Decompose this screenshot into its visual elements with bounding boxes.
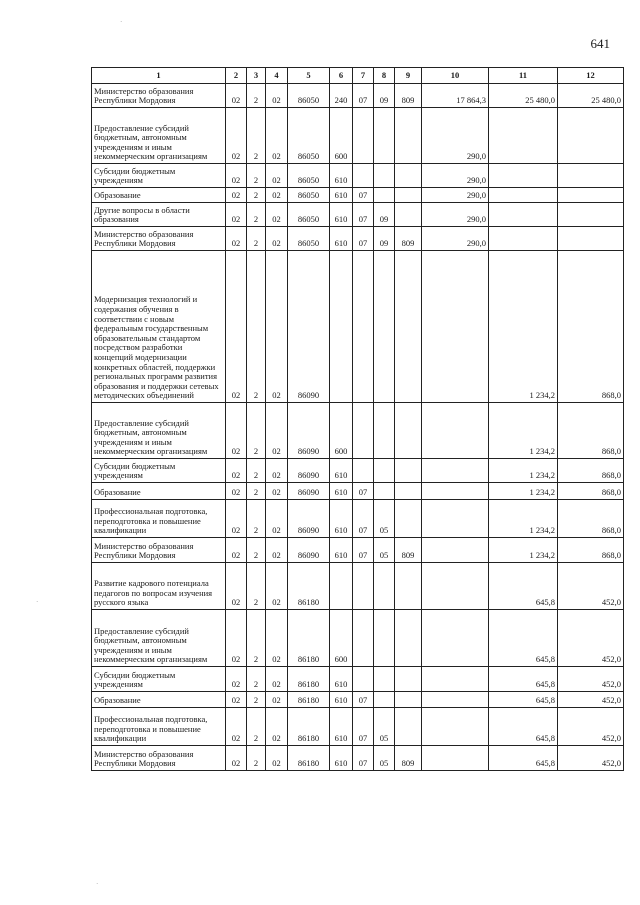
row-value-cell — [395, 108, 422, 164]
row-value-cell: 452,0 — [558, 692, 624, 708]
table-row — [92, 746, 624, 771]
row-value-cell: 610 — [330, 227, 353, 251]
row-value-cell — [558, 188, 624, 203]
column-header: 8 — [374, 68, 395, 84]
row-value-cell — [422, 538, 489, 563]
row-value-cell: 2 — [247, 692, 266, 708]
row-value-cell — [374, 251, 395, 403]
row-value-cell: 610 — [330, 188, 353, 203]
row-value-cell: 868,0 — [558, 403, 624, 459]
row-name-cell: Министерство образования Республики Мордовия — [92, 746, 226, 771]
row-name-cell: Образование — [92, 188, 226, 203]
row-value-cell: 2 — [247, 538, 266, 563]
row-value-cell: 2 — [247, 164, 266, 188]
row-value-cell: 02 — [266, 483, 288, 500]
row-name-cell: Предоставление субсидий бюджетным, автономным учреждениям и иным некоммерческим организациям — [92, 108, 226, 164]
row-value-cell: 809 — [395, 538, 422, 563]
row-value-cell: 02 — [266, 500, 288, 538]
table-body — [92, 84, 624, 771]
row-value-cell — [353, 459, 374, 483]
row-value-cell: 1 234,2 — [489, 251, 558, 403]
row-value-cell: 86180 — [288, 610, 330, 667]
row-value-cell: 86090 — [288, 538, 330, 563]
row-value-cell — [422, 563, 489, 610]
row-value-cell: 07 — [353, 483, 374, 500]
row-value-cell: 1 234,2 — [489, 403, 558, 459]
row-value-cell: 600 — [330, 610, 353, 667]
row-value-cell: 610 — [330, 538, 353, 563]
row-value-cell — [422, 610, 489, 667]
row-value-cell — [422, 403, 489, 459]
table-row — [92, 251, 624, 403]
row-value-cell: 2 — [247, 708, 266, 746]
row-value-cell: 86050 — [288, 188, 330, 203]
row-name-cell: Министерство образования Республики Мордовия — [92, 84, 226, 108]
row-value-cell: 02 — [226, 227, 247, 251]
row-value-cell: 290,0 — [422, 108, 489, 164]
row-value-cell: 2 — [247, 483, 266, 500]
row-value-cell — [374, 692, 395, 708]
row-name-cell: Предоставление субсидий бюджетным, автономным учреждениям и иным некоммерческим организациям — [92, 610, 226, 667]
row-value-cell: 2 — [247, 746, 266, 771]
scan-speck: · — [36, 598, 39, 606]
row-value-cell: 290,0 — [422, 164, 489, 188]
row-value-cell — [395, 164, 422, 188]
row-value-cell: 05 — [374, 746, 395, 771]
row-value-cell: 25 480,0 — [558, 84, 624, 108]
row-value-cell — [422, 692, 489, 708]
row-value-cell: 02 — [226, 84, 247, 108]
row-value-cell: 452,0 — [558, 667, 624, 692]
row-value-cell: 02 — [266, 164, 288, 188]
row-name-cell: Профессиональная подготовка, переподготовка и повышение квалификации — [92, 500, 226, 538]
row-value-cell — [422, 459, 489, 483]
row-value-cell: 02 — [226, 610, 247, 667]
row-value-cell — [395, 500, 422, 538]
row-value-cell: 02 — [226, 500, 247, 538]
table-row — [92, 563, 624, 610]
row-value-cell: 809 — [395, 227, 422, 251]
row-value-cell: 2 — [247, 84, 266, 108]
table-row — [92, 108, 624, 164]
row-value-cell: 02 — [226, 459, 247, 483]
row-value-cell: 02 — [226, 746, 247, 771]
row-value-cell: 1 234,2 — [489, 500, 558, 538]
row-value-cell — [374, 188, 395, 203]
row-value-cell: 07 — [353, 227, 374, 251]
column-header: 7 — [353, 68, 374, 84]
table-row — [92, 483, 624, 500]
row-value-cell: 02 — [226, 164, 247, 188]
row-value-cell: 05 — [374, 708, 395, 746]
row-name-cell: Образование — [92, 692, 226, 708]
row-value-cell: 868,0 — [558, 538, 624, 563]
row-value-cell: 02 — [226, 538, 247, 563]
row-value-cell — [422, 251, 489, 403]
row-value-cell: 645,8 — [489, 746, 558, 771]
row-value-cell: 07 — [353, 538, 374, 563]
row-value-cell: 86050 — [288, 203, 330, 227]
row-value-cell: 25 480,0 — [489, 84, 558, 108]
row-value-cell: 86050 — [288, 164, 330, 188]
row-value-cell: 2 — [247, 227, 266, 251]
row-value-cell: 07 — [353, 203, 374, 227]
table-row — [92, 459, 624, 483]
row-value-cell: 86090 — [288, 459, 330, 483]
row-value-cell — [558, 164, 624, 188]
row-name-cell: Образование — [92, 483, 226, 500]
row-value-cell: 610 — [330, 459, 353, 483]
table-row — [92, 227, 624, 251]
page-number: 641 — [590, 36, 610, 51]
row-value-cell: 452,0 — [558, 610, 624, 667]
row-value-cell: 1 234,2 — [489, 483, 558, 500]
table-row — [92, 708, 624, 746]
row-value-cell: 610 — [330, 483, 353, 500]
row-value-cell: 05 — [374, 538, 395, 563]
row-value-cell — [374, 667, 395, 692]
row-value-cell: 610 — [330, 164, 353, 188]
row-name-cell: Развитие кадрового потенциала педагогов по вопросам изучения русского языка — [92, 563, 226, 610]
row-value-cell — [422, 667, 489, 692]
row-value-cell: 09 — [374, 227, 395, 251]
row-value-cell: 645,8 — [489, 610, 558, 667]
table-row — [92, 188, 624, 203]
column-header: 9 — [395, 68, 422, 84]
row-value-cell: 868,0 — [558, 459, 624, 483]
column-header: 6 — [330, 68, 353, 84]
row-value-cell: 2 — [247, 403, 266, 459]
row-value-cell: 868,0 — [558, 483, 624, 500]
row-value-cell — [353, 563, 374, 610]
row-value-cell: 645,8 — [489, 563, 558, 610]
row-value-cell: 645,8 — [489, 708, 558, 746]
row-value-cell: 2 — [247, 459, 266, 483]
row-name-cell: Профессиональная подготовка, переподготовка и повышение квалификации — [92, 708, 226, 746]
row-value-cell — [422, 746, 489, 771]
row-value-cell — [395, 203, 422, 227]
row-name-cell: Субсидии бюджетным учреждениям — [92, 667, 226, 692]
row-value-cell: 809 — [395, 84, 422, 108]
row-value-cell: 610 — [330, 500, 353, 538]
table-row — [92, 403, 624, 459]
row-value-cell — [489, 188, 558, 203]
row-value-cell: 86050 — [288, 84, 330, 108]
row-value-cell: 600 — [330, 108, 353, 164]
row-value-cell: 07 — [353, 188, 374, 203]
row-name-cell: Министерство образования Республики Мордовия — [92, 227, 226, 251]
row-value-cell — [353, 667, 374, 692]
row-name-cell: Модернизация технологий и содержания обучения в соответствии с новым федеральным государственным образовательным стандартом посредством разработки концепций модернизации конкретных областей, поддержки региональных программ развития образования и поддержки сетевых методических объединений — [92, 251, 226, 403]
row-value-cell: 290,0 — [422, 203, 489, 227]
row-value-cell: 07 — [353, 84, 374, 108]
row-value-cell: 02 — [226, 188, 247, 203]
column-header: 11 — [489, 68, 558, 84]
row-value-cell — [353, 108, 374, 164]
row-value-cell — [330, 563, 353, 610]
row-value-cell: 86180 — [288, 746, 330, 771]
row-value-cell: 86090 — [288, 251, 330, 403]
row-name-cell: Предоставление субсидий бюджетным, автономным учреждениям и иным некоммерческим организациям — [92, 403, 226, 459]
row-value-cell: 02 — [266, 251, 288, 403]
scan-speck: · — [120, 18, 123, 26]
row-value-cell: 02 — [226, 692, 247, 708]
row-value-cell — [353, 610, 374, 667]
row-name-cell: Другие вопросы в области образования — [92, 203, 226, 227]
row-value-cell: 86090 — [288, 483, 330, 500]
row-value-cell: 600 — [330, 403, 353, 459]
row-value-cell: 2 — [247, 188, 266, 203]
row-value-cell: 02 — [266, 563, 288, 610]
row-value-cell: 2 — [247, 203, 266, 227]
row-value-cell: 02 — [226, 708, 247, 746]
row-value-cell: 02 — [266, 708, 288, 746]
row-value-cell — [395, 403, 422, 459]
row-value-cell: 1 234,2 — [489, 538, 558, 563]
row-value-cell: 2 — [247, 500, 266, 538]
row-value-cell: 2 — [247, 251, 266, 403]
row-value-cell: 610 — [330, 746, 353, 771]
row-value-cell: 02 — [266, 108, 288, 164]
row-value-cell — [489, 164, 558, 188]
column-header: 2 — [226, 68, 247, 84]
row-value-cell: 610 — [330, 708, 353, 746]
row-value-cell: 2 — [247, 563, 266, 610]
row-value-cell: 1 234,2 — [489, 459, 558, 483]
row-value-cell: 02 — [226, 108, 247, 164]
row-value-cell: 02 — [226, 403, 247, 459]
row-value-cell — [422, 708, 489, 746]
row-value-cell — [489, 203, 558, 227]
row-value-cell: 86180 — [288, 708, 330, 746]
row-value-cell: 290,0 — [422, 188, 489, 203]
row-value-cell: 02 — [226, 203, 247, 227]
column-header: 1 — [92, 68, 226, 84]
row-value-cell: 868,0 — [558, 251, 624, 403]
row-value-cell: 2 — [247, 610, 266, 667]
row-value-cell: 452,0 — [558, 746, 624, 771]
row-value-cell — [374, 459, 395, 483]
column-header: 3 — [247, 68, 266, 84]
row-value-cell — [353, 403, 374, 459]
row-value-cell — [353, 164, 374, 188]
table-row — [92, 164, 624, 188]
row-value-cell: 07 — [353, 692, 374, 708]
row-value-cell — [374, 563, 395, 610]
row-value-cell — [558, 227, 624, 251]
row-value-cell: 645,8 — [489, 667, 558, 692]
row-value-cell: 452,0 — [558, 563, 624, 610]
row-value-cell: 02 — [266, 667, 288, 692]
row-value-cell — [374, 164, 395, 188]
table-row — [92, 692, 624, 708]
row-value-cell: 86050 — [288, 108, 330, 164]
row-value-cell: 07 — [353, 708, 374, 746]
row-value-cell: 86180 — [288, 692, 330, 708]
row-value-cell: 17 864,3 — [422, 84, 489, 108]
column-header: 5 — [288, 68, 330, 84]
row-value-cell: 02 — [266, 203, 288, 227]
row-value-cell — [395, 459, 422, 483]
row-value-cell — [395, 708, 422, 746]
row-value-cell — [374, 610, 395, 667]
row-value-cell — [374, 108, 395, 164]
row-name-cell: Субсидии бюджетным учреждениям — [92, 459, 226, 483]
row-value-cell: 02 — [266, 84, 288, 108]
row-value-cell: 02 — [266, 538, 288, 563]
row-value-cell: 09 — [374, 84, 395, 108]
table-row — [92, 84, 624, 108]
row-value-cell — [489, 108, 558, 164]
table-row — [92, 203, 624, 227]
row-value-cell — [395, 563, 422, 610]
row-value-cell — [374, 403, 395, 459]
row-value-cell: 02 — [266, 459, 288, 483]
column-header: 12 — [558, 68, 624, 84]
table-row — [92, 500, 624, 538]
row-value-cell — [395, 188, 422, 203]
row-value-cell: 868,0 — [558, 500, 624, 538]
row-value-cell: 86180 — [288, 563, 330, 610]
row-value-cell: 290,0 — [422, 227, 489, 251]
row-value-cell: 05 — [374, 500, 395, 538]
row-value-cell: 02 — [226, 483, 247, 500]
scan-speck: · — [96, 880, 99, 888]
row-value-cell: 610 — [330, 203, 353, 227]
row-value-cell: 645,8 — [489, 692, 558, 708]
row-value-cell: 2 — [247, 667, 266, 692]
row-value-cell — [422, 483, 489, 500]
row-name-cell: Субсидии бюджетным учреждениям — [92, 164, 226, 188]
row-value-cell — [395, 251, 422, 403]
row-value-cell: 86050 — [288, 227, 330, 251]
table-row — [92, 610, 624, 667]
row-value-cell: 02 — [266, 188, 288, 203]
row-value-cell: 610 — [330, 692, 353, 708]
row-value-cell — [330, 251, 353, 403]
row-value-cell — [374, 483, 395, 500]
table-row — [92, 538, 624, 563]
row-value-cell: 02 — [266, 610, 288, 667]
row-value-cell — [558, 108, 624, 164]
row-value-cell — [395, 692, 422, 708]
row-value-cell: 02 — [266, 227, 288, 251]
row-value-cell: 2 — [247, 108, 266, 164]
row-value-cell: 02 — [226, 667, 247, 692]
row-value-cell: 86090 — [288, 500, 330, 538]
row-value-cell: 07 — [353, 746, 374, 771]
row-value-cell — [395, 483, 422, 500]
row-value-cell: 09 — [374, 203, 395, 227]
column-header: 4 — [266, 68, 288, 84]
row-name-cell: Министерство образования Республики Мордовия — [92, 538, 226, 563]
row-value-cell: 86090 — [288, 403, 330, 459]
row-value-cell: 86180 — [288, 667, 330, 692]
row-value-cell: 02 — [266, 692, 288, 708]
row-value-cell: 610 — [330, 667, 353, 692]
row-value-cell — [353, 251, 374, 403]
row-value-cell — [395, 667, 422, 692]
row-value-cell: 809 — [395, 746, 422, 771]
column-header: 10 — [422, 68, 489, 84]
header-row — [92, 68, 624, 84]
row-value-cell: 07 — [353, 500, 374, 538]
row-value-cell — [558, 203, 624, 227]
row-value-cell: 02 — [266, 746, 288, 771]
budget-table — [91, 67, 624, 771]
table-row — [92, 667, 624, 692]
row-value-cell — [422, 500, 489, 538]
row-value-cell — [395, 610, 422, 667]
row-value-cell: 02 — [226, 563, 247, 610]
row-value-cell — [489, 227, 558, 251]
row-value-cell: 240 — [330, 84, 353, 108]
row-value-cell: 02 — [266, 403, 288, 459]
row-value-cell: 02 — [226, 251, 247, 403]
row-value-cell: 452,0 — [558, 708, 624, 746]
